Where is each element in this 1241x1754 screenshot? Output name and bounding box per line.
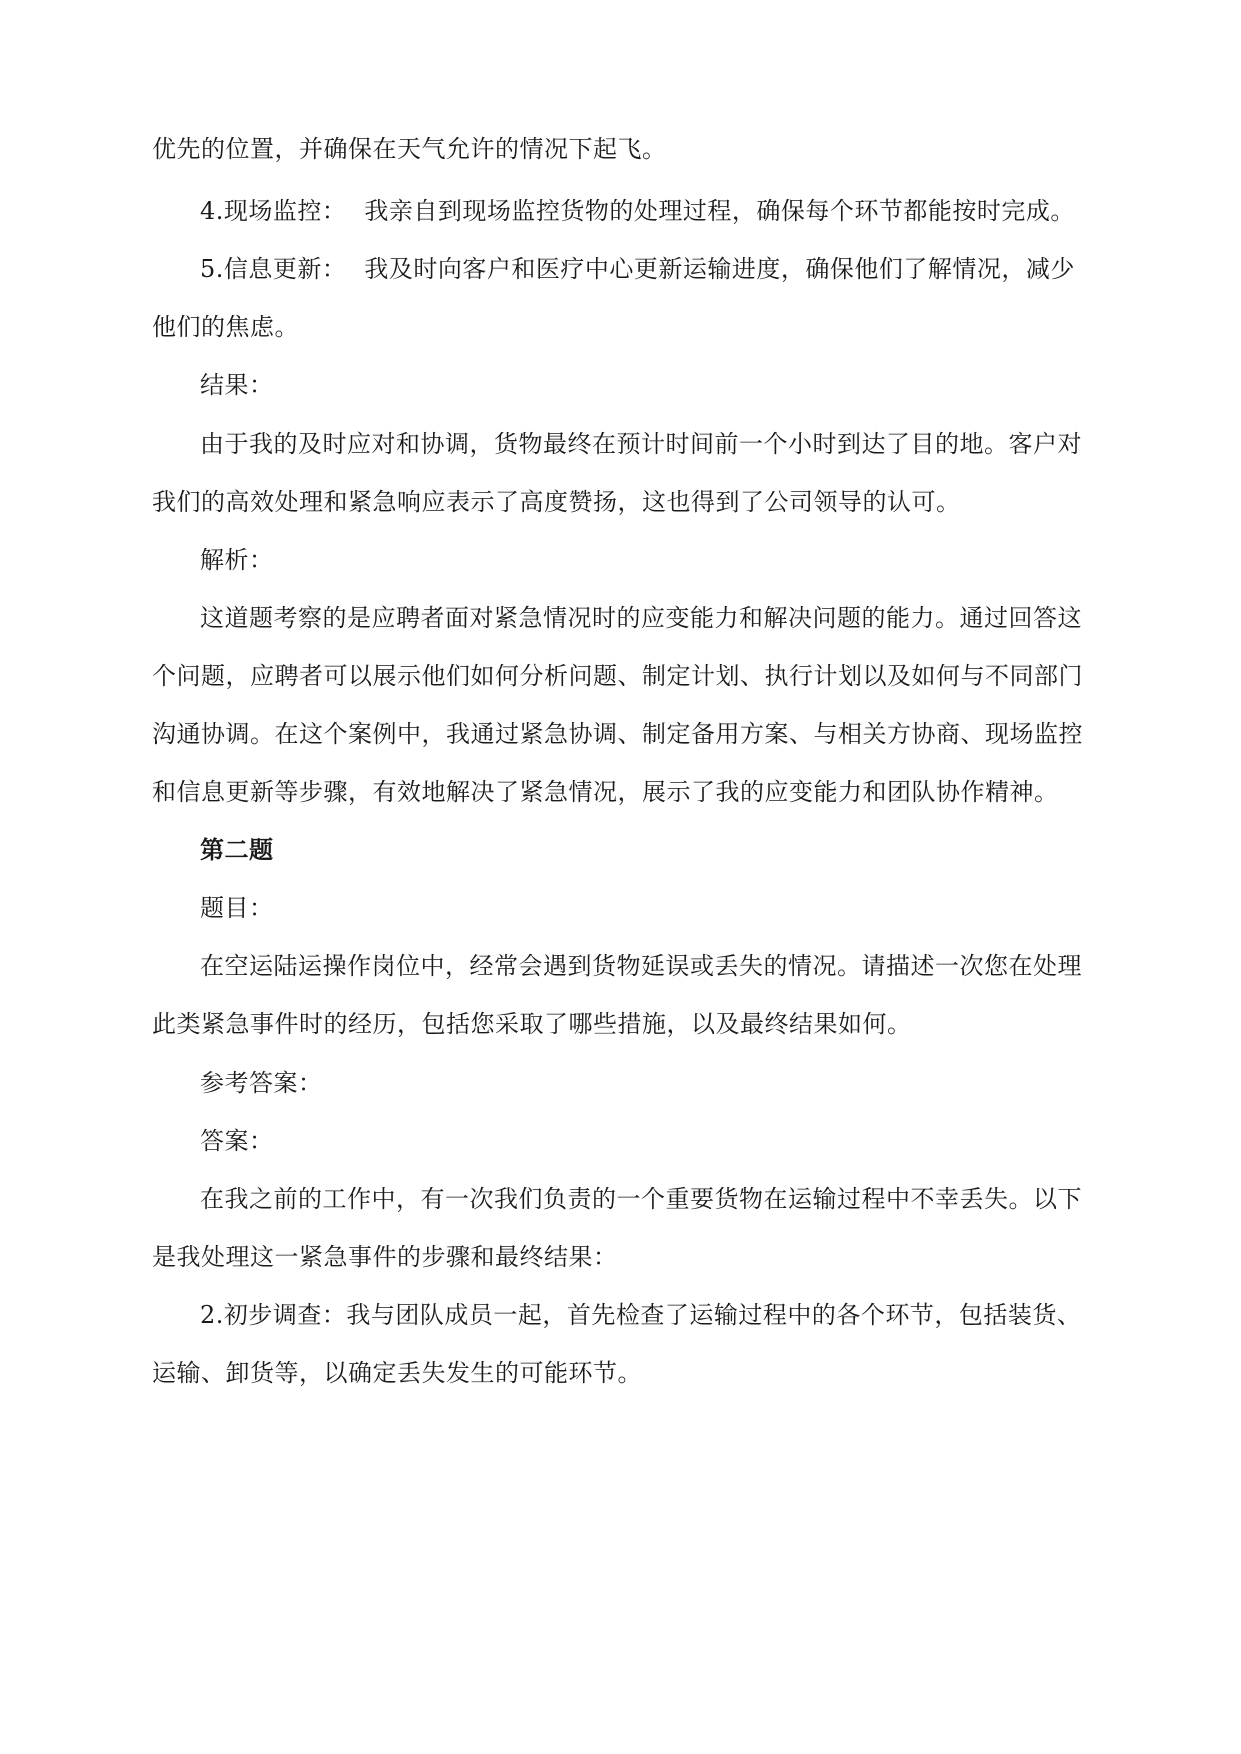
paragraph-line: 这道题考察的是应聘者面对紧急情况时的应变能力和解决问题的能力。通过回答这 [200, 604, 1082, 632]
section-label-question: 题目： [200, 894, 274, 922]
step-5-line [200, 253, 1075, 285]
step-label: 5.信息更新： [200, 255, 347, 283]
step-label: 4.现场监控： [200, 197, 347, 225]
paragraph-line: 由于我的及时应对和协调，货物最终在预计时间前一个小时到达了目的地。客户对 [200, 430, 1082, 458]
paragraph-line: 我们的高效处理和紧急响应表示了高度赞扬，这也得到了公司领导的认可。 [152, 488, 961, 516]
paragraph-line: 和信息更新等步骤，有效地解决了紧急情况，展示了我的应变能力和团队协作精神。 [152, 778, 1059, 806]
section-label-answer: 答案： [200, 1127, 274, 1155]
section-label-analysis: 解析： [200, 546, 274, 574]
paragraph-line: 是我处理这一紧急事件的步骤和最终结果： [152, 1243, 618, 1271]
step-4-line [200, 195, 1075, 227]
paragraph-line: 沟通协调。在这个案例中，我通过紧急协调、制定备用方案、与相关方协商、现场监控 [152, 720, 1083, 748]
section-label-reference: 参考答案： [200, 1069, 323, 1097]
step-text: 我及时向客户和医疗中心更新运输进度，确保他们了解情况，减少 [364, 255, 1075, 283]
paragraph-line: 此类紧急事件时的经历，包括您采取了哪些措施，以及最终结果如何。 [152, 1010, 912, 1038]
paragraph-line: 他们的焦虑。 [152, 313, 299, 341]
paragraph-line: 在我之前的工作中，有一次我们负责的一个重要货物在运输过程中不幸丢失。以下 [200, 1185, 1082, 1213]
paragraph-line: 运输、卸货等，以确定丢失发生的可能环节。 [152, 1359, 642, 1387]
paragraph-line: 优先的位置，并确保在天气允许的情况下起飞。 [152, 135, 667, 163]
paragraph-line: 2.初步调查：我与团队成员一起，首先检查了运输过程中的各个环节，包括装货、 [200, 1301, 1082, 1329]
paragraph-line: 个问题，应聘者可以展示他们如何分析问题、制定计划、执行计划以及如何与不同部门 [152, 662, 1083, 690]
paragraph-line: 在空运陆运操作岗位中，经常会遇到货物延误或丢失的情况。请描述一次您在处理 [200, 952, 1082, 980]
step-text: 我亲自到现场监控货物的处理过程，确保每个环节都能按时完成。 [364, 197, 1075, 225]
section-label-result: 结果： [200, 371, 274, 399]
question-heading: 第二题 [200, 835, 274, 864]
